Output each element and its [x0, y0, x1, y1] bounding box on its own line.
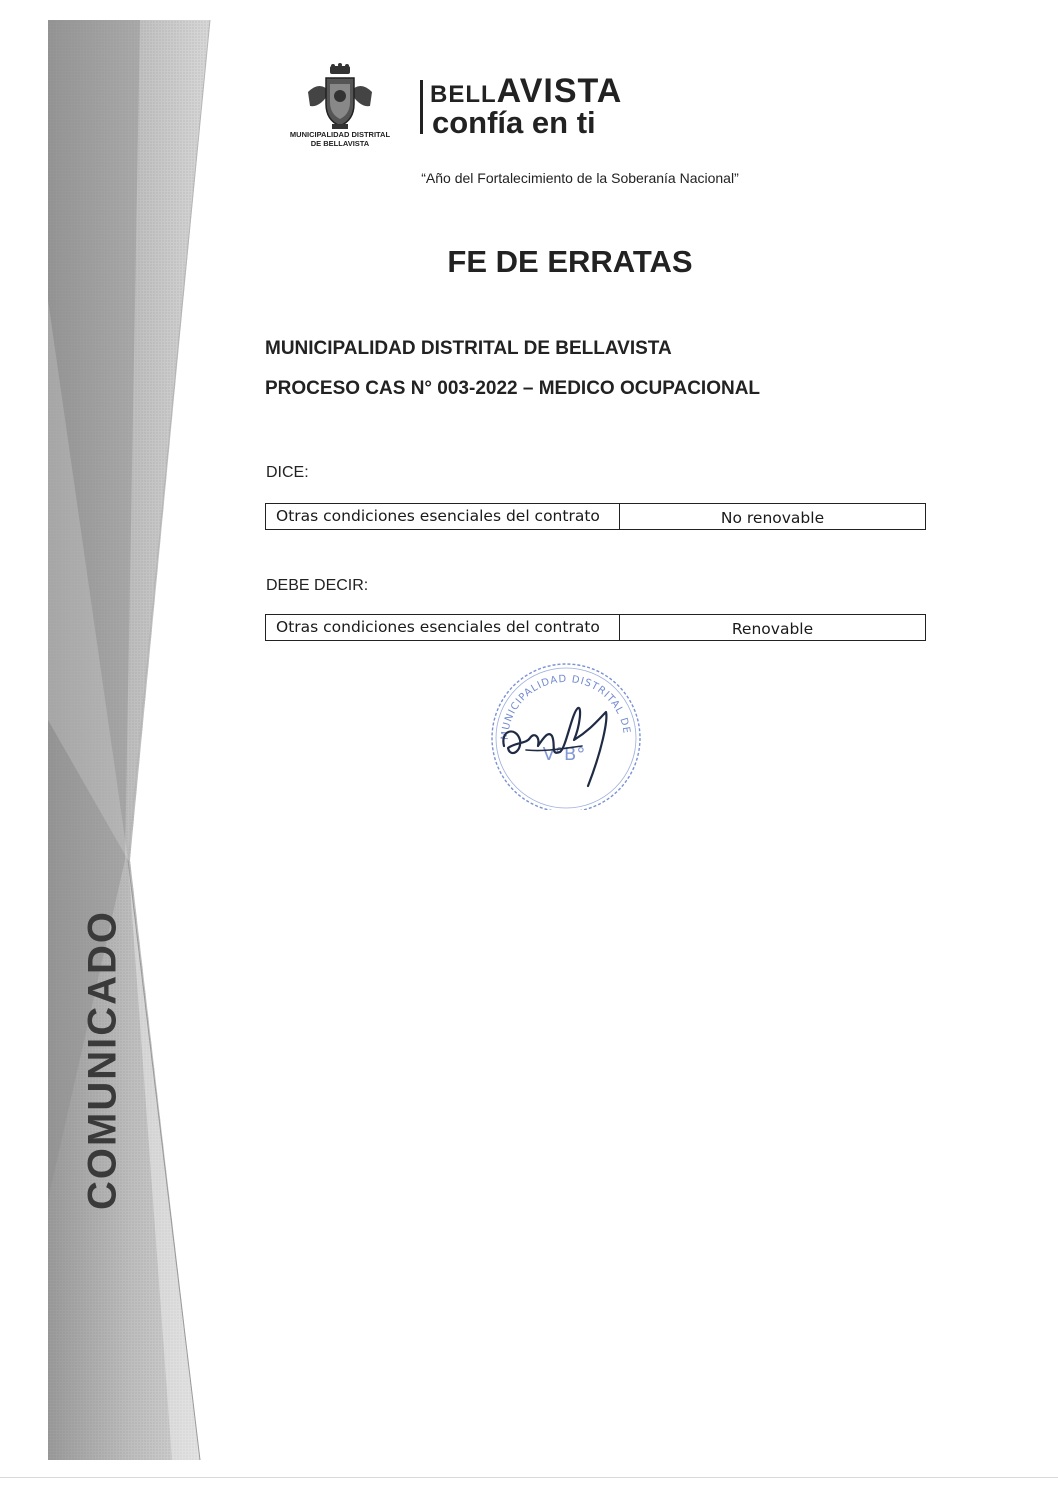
debe-decir-value-cell: Renovable	[731, 620, 814, 638]
brand-prefix: BELL	[430, 81, 497, 108]
debe-decir-field-cell: Otras condiciones esenciales del contrato	[266, 615, 620, 640]
entity-heading: MUNICIPALIDAD DISTRITAL DE BELLAVISTA	[265, 338, 672, 359]
dice-field-cell: Otras condiciones esenciales del contrato	[266, 504, 620, 529]
process-heading: PROCESO CAS N° 003-2022 – MEDICO OCUPACIONAL	[265, 378, 761, 399]
municipal-seal-icon	[300, 62, 380, 140]
seal-caption-line1: MUNICIPALIDAD DISTRITAL	[289, 130, 391, 139]
seal-caption-line2: DE BELLAVISTA	[310, 139, 370, 148]
brand-main: AVISTA	[496, 72, 623, 110]
stamp-ring-text: MUNICIPALIDAD DISTRITAL DE	[499, 673, 632, 741]
seal-caption	[260, 130, 420, 148]
dice-value-cell: No renovable	[720, 509, 825, 527]
dice-label: DICE:	[266, 464, 309, 481]
side-band-decoration	[0, 0, 220, 1497]
page-title: FE DE ERRATAS	[447, 244, 693, 279]
debe-decir-table	[265, 614, 926, 641]
brand-divider	[420, 80, 423, 134]
dice-table	[265, 503, 926, 530]
debe-decir-label: DEBE DECIR:	[266, 577, 369, 594]
side-label-comunicado: COMUNICADO	[80, 910, 125, 1210]
bottom-rule	[0, 1477, 1058, 1478]
header-logo	[260, 58, 720, 158]
brand-slogan: confía en ti	[432, 105, 596, 140]
official-stamp-signature	[486, 660, 646, 810]
stamp-center-text: V°B°	[542, 744, 586, 765]
year-motto: “Año del Fortalecimiento de la Soberanía Nacional”	[421, 170, 739, 186]
svg-text:MUNICIPALIDAD DISTRITAL DE BEL	[486, 660, 632, 740]
